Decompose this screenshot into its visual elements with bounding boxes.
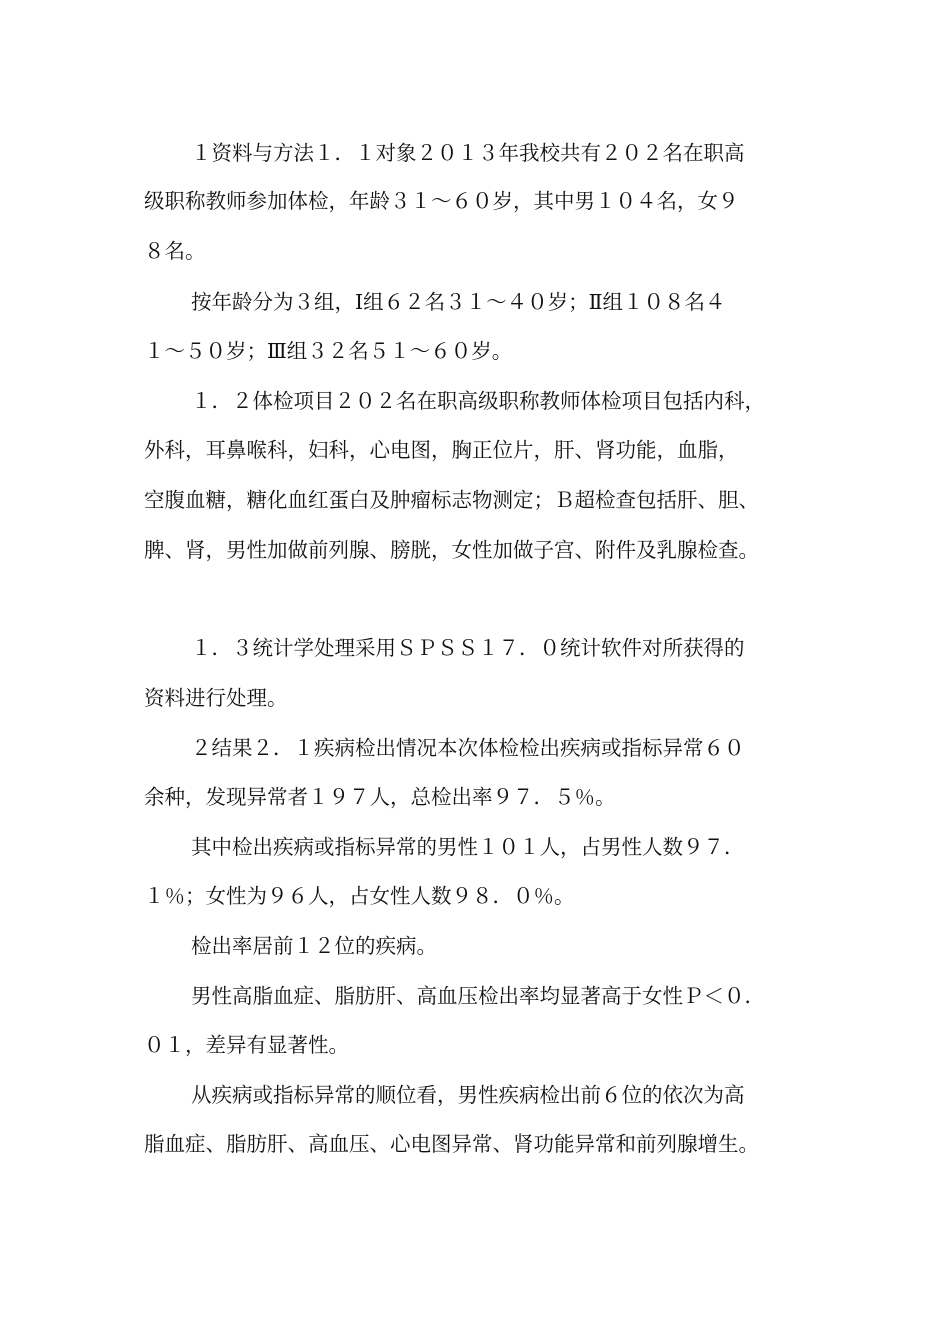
paragraph-9-line-2: 脂血症、脂肪肝、高血压、心电图异常、肾功能异常和前列腺增生。 — [144, 1132, 759, 1156]
paragraph-5-line-2: 余种，发现异常者１９７人，总检出率９７．５％。 — [144, 785, 616, 809]
paragraph-5-line-1: ２结果２．１疾病检出情况本次体检检出疾病或指标异常６０ — [191, 736, 745, 760]
paragraph-6-line-2: １％；女性为９６人，占女性人数９８．０％。 — [144, 884, 575, 908]
paragraph-3-line-4: 脾、肾，男性加做前列腺、膀胱，女性加做子宫、附件及乳腺检查。 — [144, 538, 759, 562]
paragraph-8-line-2: ０１，差异有显著性。 — [144, 1033, 349, 1057]
paragraph-8-line-1: 男性高脂血症、脂肪肝、高血压检出率均显著高于女性Ｐ＜０． — [191, 984, 765, 1008]
paragraph-3-line-3: 空腹血糖，糖化血红蛋白及肿瘤标志物测定；Ｂ超检查包括肝、胆、 — [144, 488, 759, 512]
paragraph-2-line-2: １～５０岁；Ⅲ组３２名５１～６０岁。 — [144, 339, 513, 363]
paragraph-4-line-2: 资料进行处理。 — [144, 686, 288, 710]
paragraph-2-line-1: 按年龄分为３组，Ⅰ组６２名３１～４０岁；Ⅱ组１０８名４ — [191, 290, 726, 314]
paragraph-4-line-1: １．３统计学处理采用ＳＰＳＳ１７．０统计软件对所获得的 — [191, 636, 745, 660]
paragraph-6-line-1: 其中检出疾病或指标异常的男性１０１人，占男性人数９７． — [191, 835, 745, 859]
paragraph-9-line-1: 从疾病或指标异常的顺位看，男性疾病检出前６位的依次为高 — [191, 1083, 745, 1107]
paragraph-3-line-2: 外科，耳鼻喉科，妇科，心电图，胸正位片，肝、肾功能，血脂， — [144, 438, 739, 462]
paragraph-1-line-2: 级职称教师参加体检，年龄３１～６０岁，其中男１０４名，女９ — [144, 189, 739, 213]
paragraph-3-line-1: １．２体检项目２０２名在职高级职称教师体检项目包括内科， — [191, 389, 765, 413]
paragraph-1-line-3: ８名。 — [144, 239, 206, 263]
paragraph-1-line-1: １资料与方法１．１对象２０１３年我校共有２０２名在职高 — [191, 141, 745, 165]
paragraph-7-line-1: 检出率居前１２位的疾病。 — [191, 934, 437, 958]
